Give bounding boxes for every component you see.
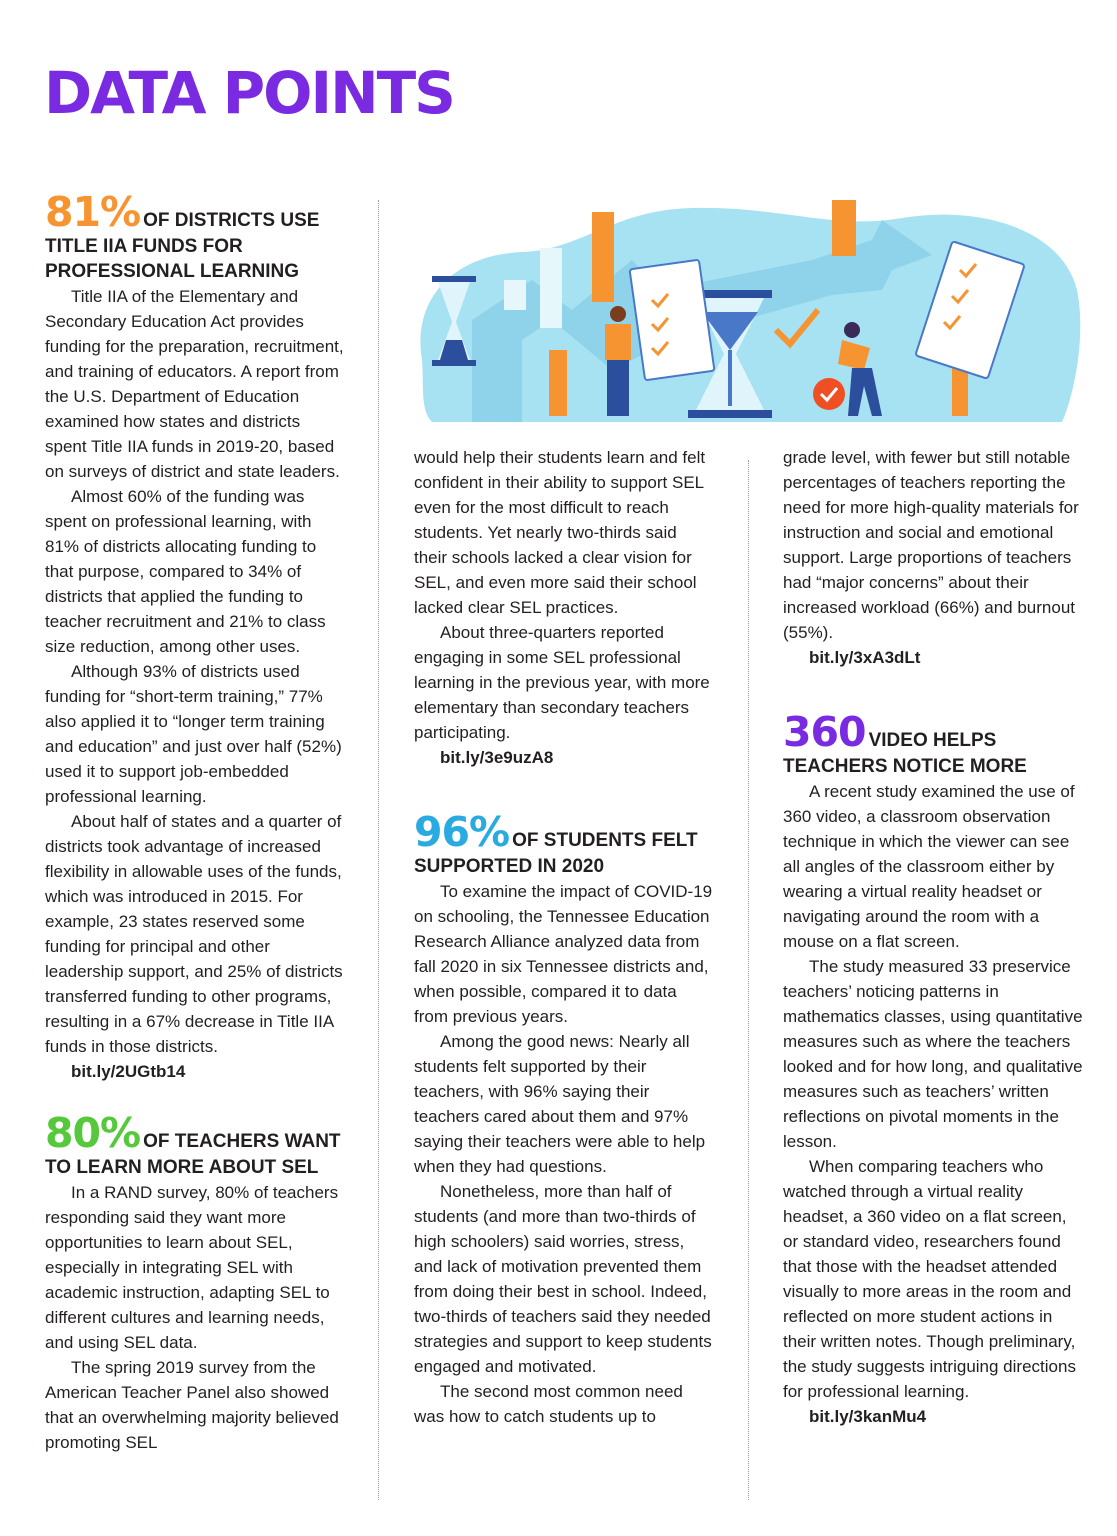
heading-text: OF TEACHERS WANT TO LEARN MORE ABOUT SEL xyxy=(45,1131,341,1178)
bar-chart-icon xyxy=(549,350,567,416)
column-1 xyxy=(45,190,345,1455)
paragraph: To examine the impact of COVID-19 on schooling, the Tennessee Education Research Alliance analyzed data from fall 2020 in six Tennessee districts and, when possible, compared it to data from previous years. xyxy=(414,882,713,1026)
paragraph: Although 93% of districts used funding for “short-term training,” 77% also applied it to “longer term training and education” and just over half (52%) used it to support job-embedded professional learning. xyxy=(45,662,342,806)
paragraph: In a RAND survey, 80% of teachers responding said they want more opportunities to learn about SEL, especially in integrating SEL with academic instruction, adapting SEL to different cultures and learning needs, and using SEL data. xyxy=(45,1183,339,1352)
column-divider xyxy=(378,200,379,1500)
section-sel xyxy=(45,1111,345,1455)
bar-chart-icon xyxy=(592,212,614,302)
stat-figure: 360 xyxy=(783,708,866,756)
source-link[interactable]: bit.ly/3xA3dLt xyxy=(809,648,921,667)
paragraph: Among the good news: Nearly all students felt supported by their teachers, with 96% saying their teachers cared about them and 97% saying their teachers were able to help when they had questions. xyxy=(414,1032,706,1176)
heading-text: OF DISTRICTS USE TITLE IIA FUNDS FOR PROFESSIONAL LEARNING xyxy=(45,210,320,282)
paragraph: About half of states and a quarter of districts took advantage of increased flexibility in allowable uses of the funds, which was introduced in 2015. For example, 23 states reserved some funding for principal and other leadership support, and 25% of districts transferred funding to other programs, resulting in a 67% decrease in Title IIA funds in those districts. xyxy=(45,812,343,1056)
source-link[interactable]: bit.ly/3e9uzA8 xyxy=(440,748,554,767)
column-3 xyxy=(783,445,1083,1429)
paragraph: About three-quarters reported engaging in some SEL professional learning in the previous year, with more elementary than secondary teachers participating. xyxy=(414,623,710,742)
section-heading xyxy=(45,190,345,284)
heading-text: OF STUDENTS FELT SUPPORTED IN 2020 xyxy=(414,830,698,877)
paragraph: would help their students learn and felt confident in their ability to support SEL even for the most difficult to reach students. Yet nearly two-thirds said their schools lacked a clear vision for SEL, and even more said their school lacked clear SEL practices. xyxy=(414,448,706,617)
bar-chart-icon xyxy=(540,248,562,328)
section-heading xyxy=(45,1111,345,1180)
paragraph: Nonetheless, more than half of students (and more than two-thirds of high schoolers) said worries, stress, and lack of motivation prevented them from doing their best in school. Indeed, two-thirds of teachers said they needed strategies and support to keep students engaged and motivated. xyxy=(414,1182,712,1376)
checkmark-icon xyxy=(813,378,845,410)
paragraph: The second most common need was how to catch students up to xyxy=(414,1382,683,1426)
checklist-icon xyxy=(630,260,715,381)
paragraph: When comparing teachers who watched through a virtual reality headset, a 360 video on a flat screen, or standard video, researchers found that those with the headset attended visually to more areas in the room and reflected on more student actions in their written notes. Though preliminary, the study suggests intriguing directions for professional learning. xyxy=(783,1157,1076,1401)
stat-figure: 80% xyxy=(45,1109,141,1157)
paragraph: Almost 60% of the funding was spent on professional learning, with 81% of districts allocating funding to that purpose, compared to 34% of districts that applied the funding to teacher recruitment and 21% to class size reduction, among other uses. xyxy=(45,487,326,656)
column-divider xyxy=(748,460,749,1500)
paragraph: Title IIA of the Elementary and Secondary Education Act provides funding for the preparation, recruitment, and training of educators. A report from the U.S. Department of Education examined how states and districts spent Title IIA funds in 2019-20, based on surveys of district and state leaders. xyxy=(45,287,344,481)
section-students xyxy=(414,810,714,1429)
bar-chart-icon xyxy=(504,280,526,310)
section-heading xyxy=(783,710,1083,779)
paragraph: A recent study examined the use of 360 video, a classroom observation technique in which the viewer can see all angles of the classroom either by wearing a virtual reality headset or navigating around the room with a mouse on a flat screen. xyxy=(783,782,1075,951)
illustration xyxy=(412,200,1082,440)
stat-figure: 96% xyxy=(414,808,510,856)
section-heading xyxy=(414,810,714,879)
bar-chart-icon xyxy=(832,200,856,256)
paragraph: The spring 2019 survey from the American Teacher Panel also showed that an overwhelming majority believed promoting SEL xyxy=(45,1358,339,1452)
source-link[interactable]: bit.ly/3kanMu4 xyxy=(809,1407,927,1426)
paragraph: grade level, with fewer but still notable percentages of teachers reporting the need for more high-quality materials for instruction and social and emotional support. Large proportions of teachers had “major concerns” about their increased workload (66%) and burnout (55%). xyxy=(783,448,1079,642)
heading-text: VIDEO HELPS TEACHERS NOTICE MORE xyxy=(783,730,1027,777)
paragraph: The study measured 33 preservice teachers’ noticing patterns in mathematics classes, using quantitative measures such as where the teachers looked and for how long, and qualitative measures such as teachers’ written reflections on pivotal moments in the lesson. xyxy=(783,957,1083,1151)
section-360-video xyxy=(783,710,1083,1429)
section-titleiia xyxy=(45,190,345,1084)
column-2 xyxy=(414,445,714,1429)
page-title: DATA POINTS xyxy=(44,59,454,127)
source-link[interactable]: bit.ly/2UGtb14 xyxy=(71,1062,186,1081)
stat-figure: 81% xyxy=(45,188,141,236)
